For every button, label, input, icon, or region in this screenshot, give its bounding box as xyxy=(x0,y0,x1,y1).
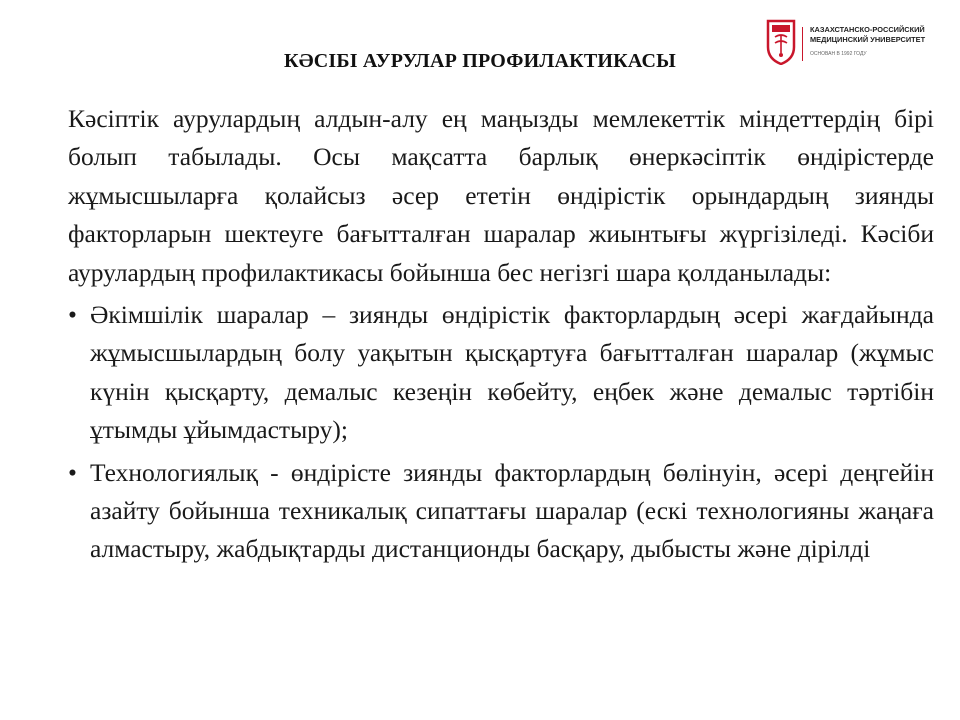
measures-list xyxy=(68,296,934,569)
slide-title: КӘСІБІ АУРУЛАР ПРОФИЛАКТИКАСЫ xyxy=(284,50,676,72)
logo-name-line1: КАЗАХСТАНСКО-РОССИЙСКИЙ xyxy=(810,25,925,34)
list-item-text: Технологиялық - өндірісте зиянды факторлардың бөлінуін, әсері деңгейін азайту бойынша техникалық сипаттағы шаралар (ескі технологияны жаңаға алмастыру, жабдықтарды дистанционды басқару, дыбысты және дірілді xyxy=(90,457,934,564)
list-item-text: Әкімшілік шаралар – зиянды өндірістік факторлардың әсері жағдайында жұмысшылардың болу уақытын қысқартуға бағытталған шаралар (жұмыс күнін қысқарту, демалыс кезеңін көбейту, еңбек және демалыс тәртібін ұтымды ұйымдастыру); xyxy=(90,300,934,445)
list-item xyxy=(68,454,934,569)
list-item xyxy=(68,296,934,450)
bullet-marker: • xyxy=(68,300,77,330)
logo-name-line2: МЕДИЦИНСКИЙ УНИВЕРСИТЕТ xyxy=(810,35,926,44)
university-logo xyxy=(766,19,946,71)
slide-body xyxy=(68,100,934,569)
logo-divider xyxy=(802,27,803,61)
bullet-marker: • xyxy=(68,457,77,487)
logo-name xyxy=(810,25,925,45)
intro-paragraph: Кәсіптік аурулардың алдын-алу ең маңызды мемлекеттік міндеттердің бірі болып табылады. Осы мақсатта барлық өнеркәсіптік өндірістерде жұмысшыларға қолайсыз әсер ететін өндірістік орындардың зиянды факторларын шектеуге бағытталған шаралар жиынтығы жүргізіледі. Кәсіби аурулардың профилактикасы бойынша бес негізгі шара қолданылады: xyxy=(68,104,934,287)
shield-emblem-icon xyxy=(766,19,796,65)
logo-tagline: ОСНОВАН В 1992 ГОДУ xyxy=(810,51,867,57)
